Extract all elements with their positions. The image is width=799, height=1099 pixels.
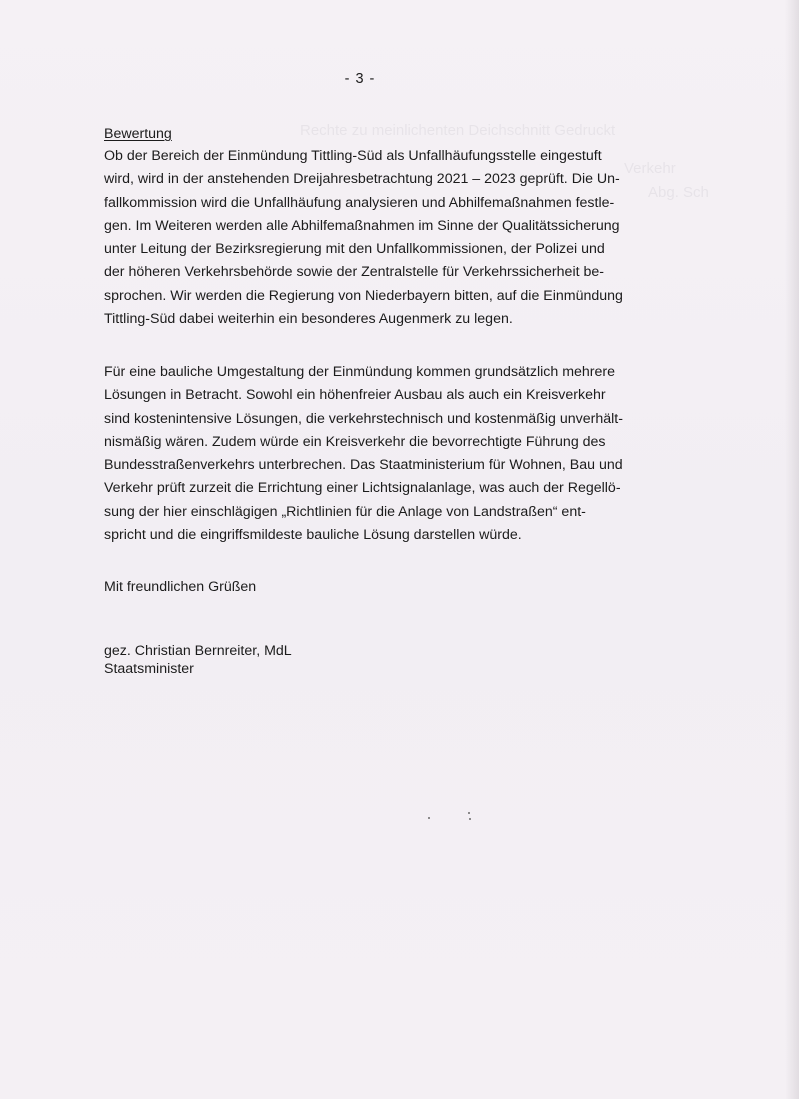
paragraph-construction <box>104 361 624 547</box>
paragraph-line: gen. Im Weiteren werden alle Abhilfemaßnahmen im Sinne der Qualitätssicherung <box>104 217 620 234</box>
page-number: - 3 - <box>344 71 376 87</box>
bleed-through-text-2: Verkehr <box>624 160 676 177</box>
paragraph-line: spricht und die eingriffsmildeste bauliche Lösung darstellen würde. <box>104 527 522 544</box>
paragraph-line: Tittling-Süd dabei weiterhin ein besonderes Augenmerk zu legen. <box>104 311 513 328</box>
paragraph-line: sprochen. Wir werden die Regierung von Niederbayern bitten, auf die Einmündung <box>104 287 623 304</box>
bleed-through-text-1: Rechte zu meinlichenten Deichschnitt Gedruckt <box>300 122 616 139</box>
scan-speck <box>428 817 430 819</box>
paragraph-line: nismäßig wären. Zudem würde ein Kreisverkehr die bevorrechtigte Führung des <box>104 433 606 450</box>
paragraph-line: sind kostenintensive Lösungen, die verkehrstechnisch und kostenmäßig unverhält- <box>104 410 623 427</box>
paragraph-line: Bundesstraßenverkehrs unterbrechen. Das Staatministerium für Wohnen, Bau und <box>104 457 623 474</box>
paragraph-line: der höheren Verkehrsbehörde sowie der Zentralstelle für Verkehrssicherheit be- <box>104 264 604 281</box>
signature-block <box>104 642 292 678</box>
paragraph-line: Ob der Bereich der Einmündung Tittling-Süd als Unfallhäufungsstelle eingestuft <box>104 148 602 164</box>
signature-title: Staatsminister <box>104 661 194 677</box>
page-edge-shadow <box>785 0 799 1099</box>
closing-salutation: Mit freundlichen Grüßen <box>104 579 257 595</box>
signature-name: gez. Christian Bernreiter, MdL <box>104 643 292 659</box>
paragraph-line: Lösungen in Betracht. Sowohl ein höhenfreier Ausbau als auch ein Kreisverkehr <box>104 387 606 404</box>
paragraph-line: unter Leitung der Bezirksregierung mit den Unfallkommissionen, der Polizei und <box>104 241 605 258</box>
paragraph-line: Verkehr prüft zurzeit die Errichtung einer Lichtsignalanlage, was auch der Regellö- <box>104 480 621 497</box>
paragraph-line: wird, wird in der anstehenden Dreijahresbetrachtung 2021 – 2023 geprüft. Die Un- <box>104 171 620 188</box>
paragraph-line: sung der hier einschlägigen „Richtlinien für die Anlage von Landstraßen“ ent- <box>104 503 586 520</box>
scan-speck <box>468 812 470 814</box>
scan-speck <box>469 818 471 820</box>
paragraph-line: Für eine bauliche Umgestaltung der Einmündung kommen grundsätzlich mehrere <box>104 364 616 380</box>
paragraph-assessment <box>104 145 624 331</box>
section-heading: Bewertung <box>104 126 172 142</box>
paragraph-line: fallkommission wird die Unfallhäufung analysieren und Abhilfemaßnahmen festle- <box>104 194 615 211</box>
bleed-through-text-3: Abg. Sch <box>648 184 709 201</box>
